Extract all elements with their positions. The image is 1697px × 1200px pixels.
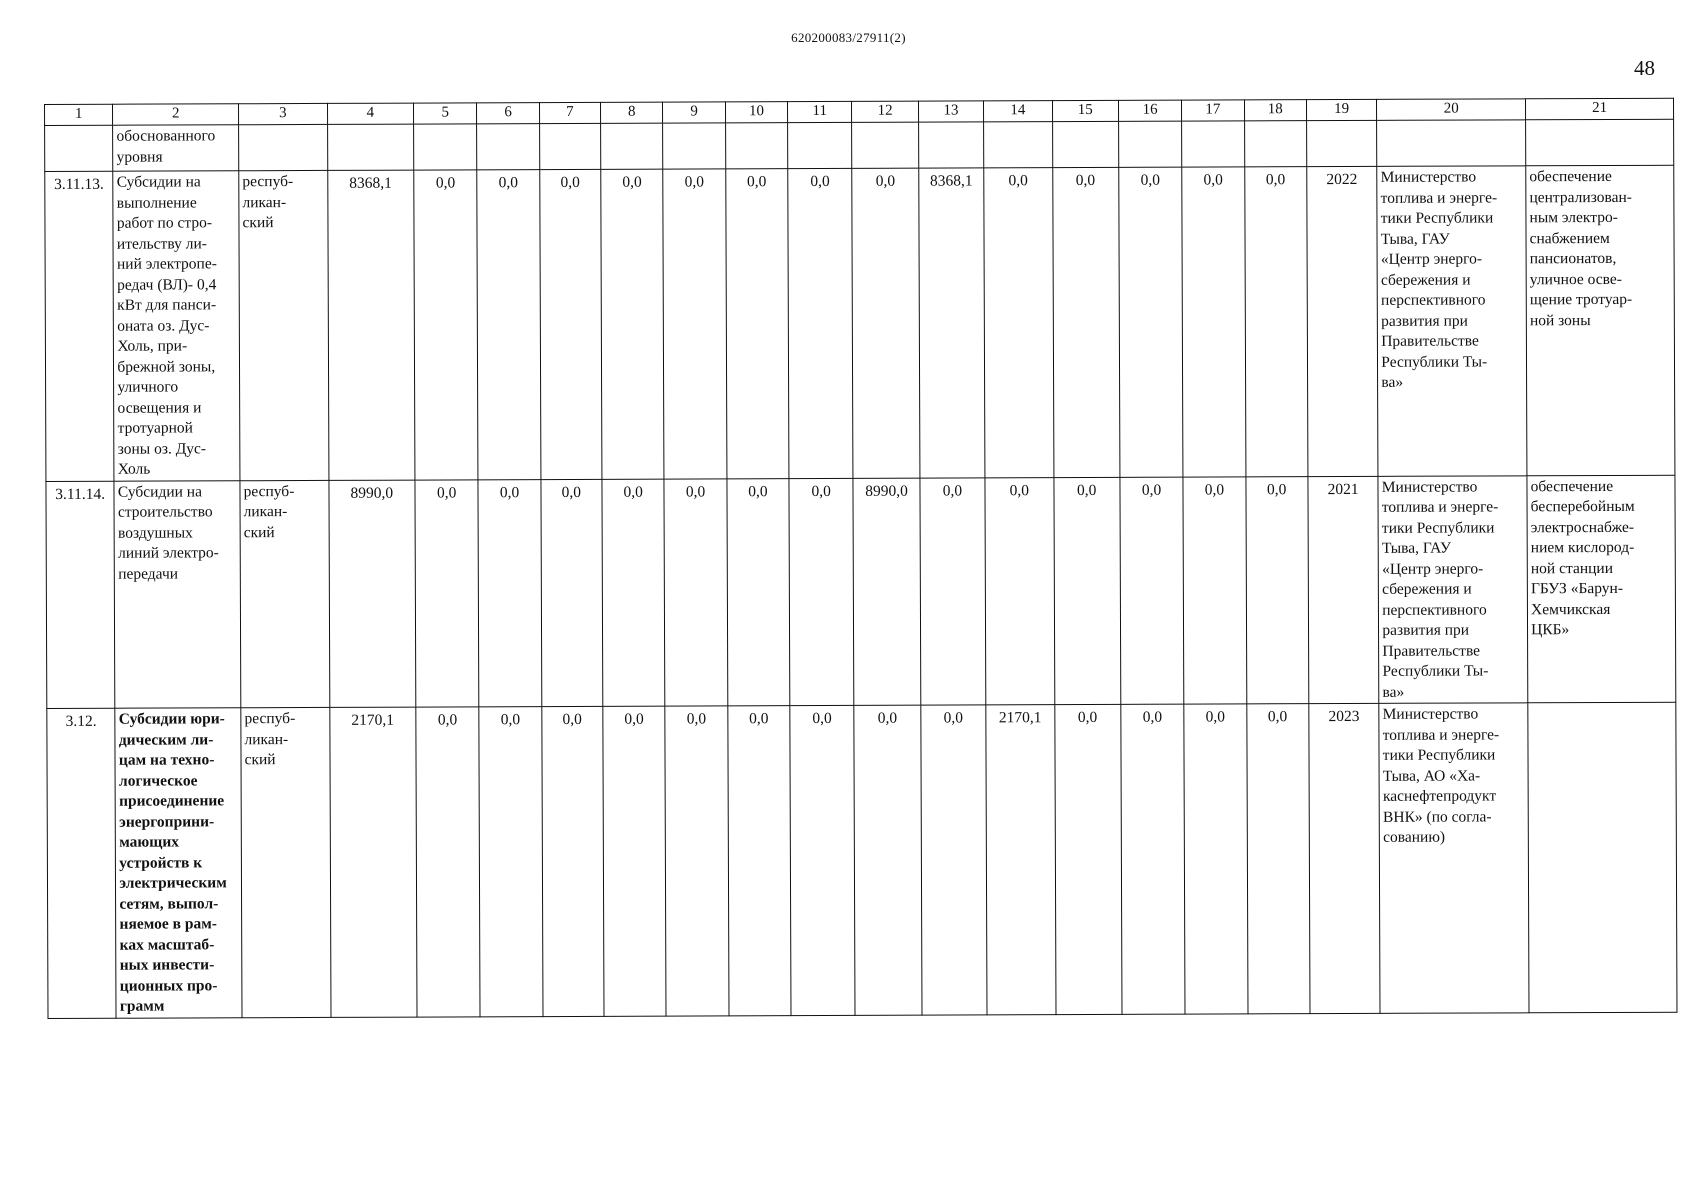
cell-text-line: Министерство [1381,477,1478,496]
column-header-10: 10 [725,102,787,123]
budget-source-cell [239,170,329,480]
value-cell: 0,0 [921,705,988,1015]
value-cell: 0,0 [725,169,789,479]
cell-text-line: централизован- [1529,188,1632,206]
column-header-14: 14 [984,101,1052,122]
empty-cell [1377,120,1526,167]
empty-cell [1052,121,1119,167]
cell-text-line: дическим ли- [118,730,214,749]
value-cell: 8368,1 [327,170,415,480]
executor-cell [1377,166,1527,476]
empty-cell [725,123,788,169]
value-cell: 0,0 [603,706,667,1016]
cell-text-line: линий электро- [118,544,219,562]
year-cell: 2022 [1307,166,1379,476]
cell-text-line: развития при [1382,621,1470,639]
empty-cell [327,124,414,170]
cell-text-line: ках масштаб- [119,935,215,954]
cell-text-line: грамм [119,997,165,1015]
value-cell: 0,0 [414,170,479,480]
cell-text-line: ский [243,523,275,541]
cell-text-line: ционных про- [119,976,218,995]
cell-text-line: ЦКБ» [1531,621,1570,639]
cell-text-line: нием кислород- [1530,538,1635,557]
cell-text-line: ский [242,214,274,232]
empty-cell [663,123,726,169]
empty-cell [1526,119,1674,166]
cell-text-line: топлива и энерге- [1380,188,1498,207]
value-cell: 0,0 [789,478,854,706]
cell-text-line: ликан- [243,503,288,521]
cell-text-line: сетям, выпол- [119,894,219,913]
value-cell: 0,0 [477,170,541,480]
cell-text-line: ва» [1382,683,1405,701]
column-header-17: 17 [1182,100,1244,121]
cell-text-line: снабжением [1529,229,1610,247]
cell-text-line: развития при [1381,312,1468,330]
cell-text-line: Субсидии на [117,482,202,501]
value-cell: 0,0 [416,707,481,1017]
column-header-5: 5 [414,103,477,124]
item-code-cell: 3.11.14. [46,481,115,709]
cell-text-line: Правительстве [1382,641,1481,660]
cell-text-line: тики Республики [1381,518,1495,537]
value-cell: 2170,1 [986,705,1056,1015]
empty-cell [1182,121,1245,167]
cell-text-line: передачи [118,564,179,583]
cell-text-line: топлива и энерге- [1382,725,1500,744]
result-cell [1527,475,1676,703]
empty-cell [477,124,540,170]
table-row [46,475,1676,709]
empty-cell [984,122,1053,168]
value-cell: 0,0 [984,168,1054,478]
cell-text-line: электрическим [119,874,227,892]
empty-cell [1306,120,1377,166]
page-number: 48 [1634,56,1655,80]
column-header-11: 11 [788,101,852,122]
cell-text-line: перспективного [1382,600,1487,619]
executor-cell [1379,703,1529,1013]
table-row [47,702,1677,1018]
value-cell: 0,0 [1245,476,1308,704]
value-cell: 0,0 [985,477,1054,705]
cell-text-line: ликан- [242,193,287,211]
cell-text-line: цам на техно- [118,751,215,769]
cell-text-line: сованию) [1383,828,1446,846]
cell-text-line: ных инвести- [119,956,215,974]
value-cell: 0,0 [663,169,727,479]
value-cell: 0,0 [727,478,790,706]
cell-text-line: Субсидии юри- [118,710,225,728]
cell-text-line: ной зоны [1529,311,1591,329]
value-cell: 8990,0 [328,480,415,708]
empty-cell [239,124,328,170]
cell-text-line: ский [244,751,276,769]
column-header-1: 1 [45,104,113,125]
value-cell: 0,0 [665,706,729,1016]
column-header-15: 15 [1052,100,1118,121]
empty-cell [788,122,853,168]
empty-cell [1118,121,1182,167]
column-header-9: 9 [663,102,725,123]
cell-text-line: ным электро- [1529,208,1618,227]
cell-text-line: мающих [119,833,180,851]
cell-text-line: ной станции [1530,559,1614,577]
cell-text-line: Республики Ты- [1381,352,1488,371]
budget-source-cell [241,707,331,1017]
cell-text-line: сбережения и [1380,271,1471,289]
year-cell: 2023 [1309,703,1381,1013]
cell-text-line: оната оз. Дус- [117,316,210,335]
document-code: 620200083/27911(2) [791,30,906,45]
value-cell: 0,0 [1244,167,1308,477]
item-name-cell [113,171,240,481]
column-header-21: 21 [1526,98,1674,120]
cell-text-line: ительству ли- [116,234,207,253]
value-cell: 0,0 [601,169,665,479]
value-cell: 2170,1 [329,707,417,1017]
value-cell: 0,0 [1054,704,1122,1014]
cell-text-line: редач (ВЛ)- 0,4 [117,275,217,294]
value-cell: 0,0 [728,706,792,1016]
empty-cell [45,125,114,171]
table-row [45,165,1675,481]
value-cell: 0,0 [1121,704,1186,1014]
cell-text-line: щение тротуар- [1529,290,1633,309]
cell-text-line: строительство [117,503,213,521]
cell-text-line: устройств к [119,853,203,872]
column-header-18: 18 [1244,100,1306,121]
value-cell: 0,0 [415,479,479,707]
empty-cell [918,122,984,168]
continuation-row [45,119,1674,171]
column-header-16: 16 [1118,100,1181,121]
cell-text-line: пансионатов, [1529,249,1617,268]
cell-text-line: брежной зоны, [117,357,216,376]
column-header-6: 6 [477,103,539,124]
cell-text-line: Холь [117,460,151,478]
value-cell: 0,0 [539,169,602,479]
value-cell: 0,0 [1053,477,1120,705]
cell-text-line: работ по стро- [116,214,213,232]
item-name-cell [114,480,241,708]
cell-text-line: ВНК» (по согла- [1382,807,1492,826]
value-cell: 0,0 [1246,704,1310,1014]
value-cell: 0,0 [478,479,541,707]
cell-text-line: респуб- [242,173,294,191]
cell-text-line: Тыва, ГАУ [1380,230,1450,248]
empty-cell [1244,121,1307,167]
item-code-cell: 3.12. [47,708,117,1018]
cell-text-line: перспективного [1380,291,1486,309]
cell-text-line: тротуарной [117,419,193,437]
cell-text-line: Хемчикская [1530,600,1611,618]
cell-text-line: освещения и [117,398,202,417]
year-cell: 2021 [1308,476,1379,704]
column-header-12: 12 [852,101,918,122]
cell-text-line: Тыва, ГАУ [1381,539,1451,557]
cell-text-line: респуб- [244,710,296,728]
cell-text-line: ва» [1381,373,1404,391]
cell-text-line: «Центр энерго- [1380,250,1483,268]
cell-text-line: воздушных [117,523,193,542]
cell-text-line: Республики Ты- [1382,662,1489,680]
value-cell: 0,0 [479,707,543,1017]
cell-text-line: уличное осве- [1529,270,1622,288]
cell-text-line: сбережения и [1382,580,1472,598]
column-header-13: 13 [918,101,983,122]
table-container [44,98,1677,1019]
value-cell: 0,0 [1119,167,1184,477]
column-header-8: 8 [601,102,663,123]
budget-source-cell [240,480,329,708]
value-cell: 0,0 [542,706,605,1016]
cell-text-line: Правительстве [1381,332,1479,350]
cell-text-line: уровня [116,148,163,166]
cell-text-line: няемое в рам- [119,915,217,933]
value-cell: 0,0 [541,479,603,707]
cell-text-line: ГБУЗ «Барун- [1530,579,1623,598]
value-cell: 0,0 [852,168,920,478]
column-header-3: 3 [239,103,328,124]
value-cell: 0,0 [920,477,986,705]
column-header-7: 7 [539,102,600,123]
cell-text-line: респуб- [243,482,295,500]
cell-text-line: ний электропе- [116,255,217,273]
value-cell: 0,0 [854,705,922,1015]
cell-text-line: присоединение [119,792,225,810]
result-cell [1526,165,1675,475]
column-header-20: 20 [1377,99,1526,121]
cell-text-line: выполнение [116,193,197,212]
item-name-cell [115,708,242,1018]
empty-cell [601,123,664,169]
value-cell: 8368,1 [919,168,986,478]
value-cell: 8990,0 [853,478,920,706]
cell-text-line: Холь, при- [117,337,188,355]
cell-text-line: Субсидии на [116,173,201,191]
result-cell [1528,702,1677,1012]
cell-text-line: логическое [118,771,198,790]
value-cell: 0,0 [1052,167,1120,477]
cell-text-line: Министерство [1380,168,1477,186]
cell-text-line: ликан- [244,730,289,748]
cell-text-line: тики Республики [1382,746,1496,764]
cell-text-line: каснефтепродукт [1382,787,1497,805]
empty-cell [539,123,601,169]
cell-text-line: электроснабже- [1530,518,1635,536]
column-header-2: 2 [113,104,239,125]
value-cell: 0,0 [790,705,856,1015]
value-cell: 0,0 [1182,167,1246,477]
cell-text-line: обеспечение [1529,167,1612,186]
value-cell: 0,0 [1183,476,1246,704]
empty-cell [852,122,919,168]
executor-cell [1378,475,1528,703]
cell-text-line: энергоприни- [119,812,215,831]
continuation-name-cell [113,125,239,171]
value-cell: 0,0 [788,168,854,478]
cell-text-line: топлива и энерге- [1381,498,1499,516]
program-table [44,98,1677,1019]
cell-text-line: «Центр энерго- [1382,559,1484,578]
cell-text-line: Тыва, АО «Ха- [1382,766,1481,785]
cell-text-line: зоны оз. Дус- [117,439,207,458]
cell-text-line: тики Республики [1380,209,1494,227]
column-header-19: 19 [1306,99,1376,120]
item-code-cell: 3.11.13. [45,171,115,481]
cell-text-line: кВт для панси- [117,296,217,314]
empty-cell [414,124,478,170]
cell-text-line: Министерство [1382,705,1479,723]
value-cell: 0,0 [1184,704,1248,1014]
cell-text-line: обеспечение [1530,477,1614,495]
cell-text-line: уличного [117,378,179,396]
cell-text-line: бесперебойным [1530,497,1635,516]
column-header-4: 4 [327,103,414,124]
cell-text-line: обоснованного [116,127,216,145]
value-cell: 0,0 [602,479,665,707]
value-cell: 0,0 [1120,477,1184,705]
value-cell: 0,0 [664,478,727,706]
